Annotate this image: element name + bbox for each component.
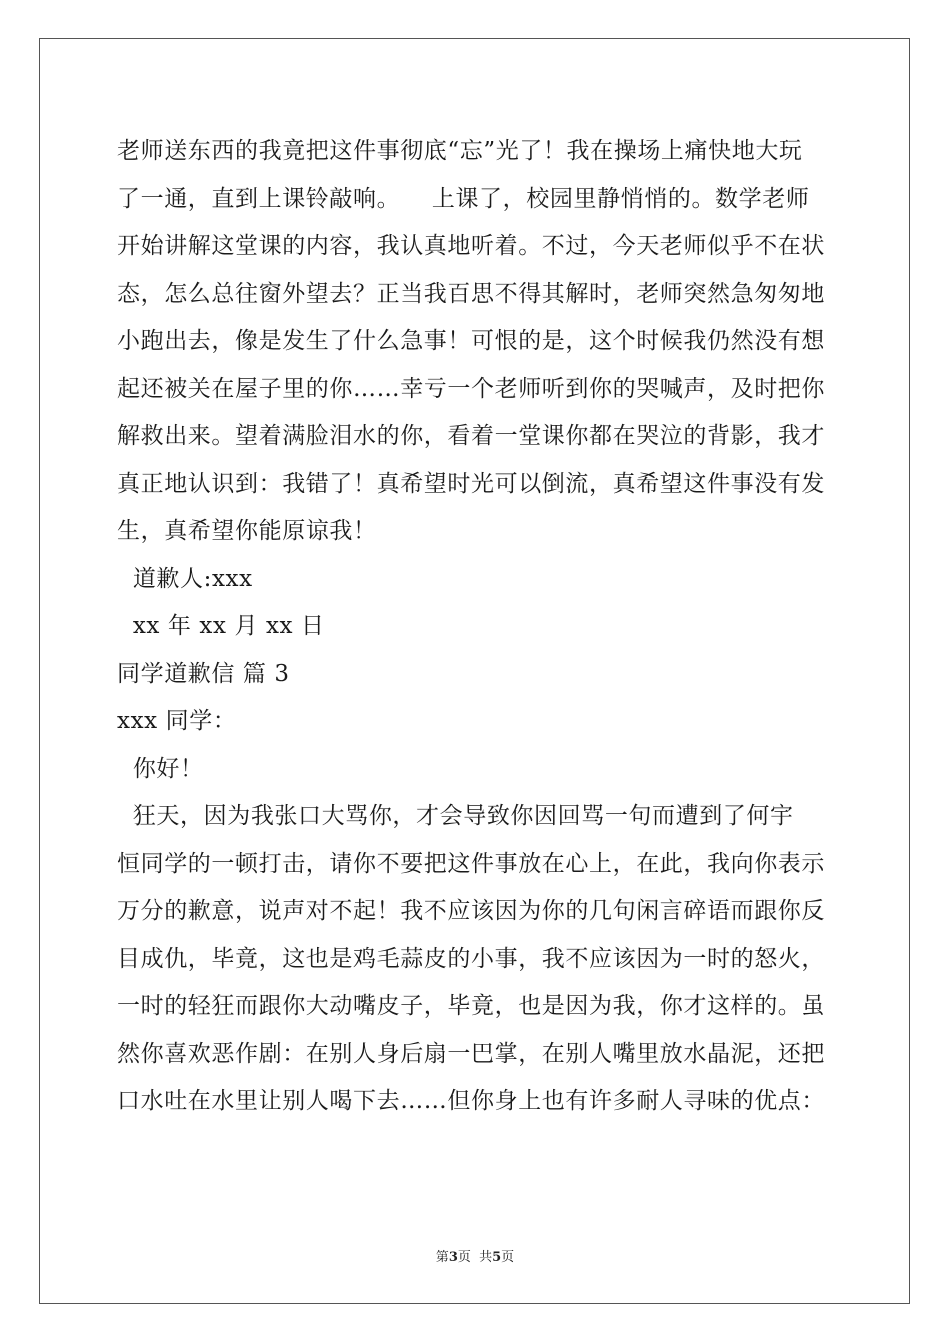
text-line: 口水吐在水里让别人喝下去……但你身上也有许多耐人寻味的优点： (117, 1088, 825, 1114)
text-line: 解救出来。望着满脸泪水的你，看着一堂课你都在哭泣的背影，我才 (117, 423, 825, 449)
text-line: 态，怎么总往窗外望去？正当我百思不得其解时，老师突然急匆匆地 (117, 280, 825, 307)
page-footer (0, 1246, 950, 1265)
text-line: 起还被关在屋子里的你……幸亏一个老师听到你的哭喊声，及时把你 (117, 375, 825, 402)
text-line: 恒同学的一顿打击，请你不要把这件事放在心上，在此，我向你表示 (117, 850, 825, 877)
section-heading: 同学道歉信 篇 3 (117, 660, 290, 687)
text-line: 然你喜欢恶作剧：在别人身后扇一巴掌，在别人嘴里放水晶泥，还把 (117, 1040, 825, 1067)
text-line: 目成仇，毕竟，这也是鸡毛蒜皮的小事，我不应该因为一时的怒火， (117, 945, 825, 972)
text-line: 一时的轻狂而跟你大动嘴皮子，毕竟，也是因为我，你才这样的。虽 (117, 993, 825, 1019)
salutation: xxx 同学： (117, 708, 237, 734)
text-line: 小跑出去，像是发生了什么急事！可恨的是，这个时候我仍然没有想 (117, 328, 825, 354)
signature-line: 道歉人:xxx (117, 565, 253, 592)
footer-middle: 页 共 (457, 1250, 493, 1265)
date-line: xx 年 xx 月 xx 日 (117, 613, 325, 639)
text-line: 生，真希望你能原谅我！ (117, 518, 377, 544)
text-line: 开始讲解这堂课的内容，我认真地听着。不过，今天老师似乎不在状 (117, 233, 825, 259)
footer-prefix: 第 (435, 1250, 449, 1265)
current-page-number: 3 (448, 1250, 458, 1265)
text-line: 真正地认识到：我错了！真希望时光可以倒流，真希望这件事没有发 (117, 470, 825, 497)
text-line: 万分的歉意，说声对不起！我不应该因为你的几句闲言碎语而跟你反 (117, 898, 825, 924)
footer-suffix: 页 (501, 1250, 515, 1265)
text-line: 狂天，因为我张口大骂你，才会导致你因回骂一句而遭到了何宇 (117, 803, 794, 829)
total-page-count: 5 (492, 1250, 502, 1265)
text-line: 了一通，直到上课铃敲响。 上课了，校园里静悄悄的。数学老师 (117, 185, 810, 212)
text-line: 老师送东西的我竟把这件事彻底“忘”光了！我在操场上痛快地大玩 (117, 138, 803, 164)
document-body (117, 128, 833, 1126)
greeting: 你好！ (117, 755, 204, 782)
